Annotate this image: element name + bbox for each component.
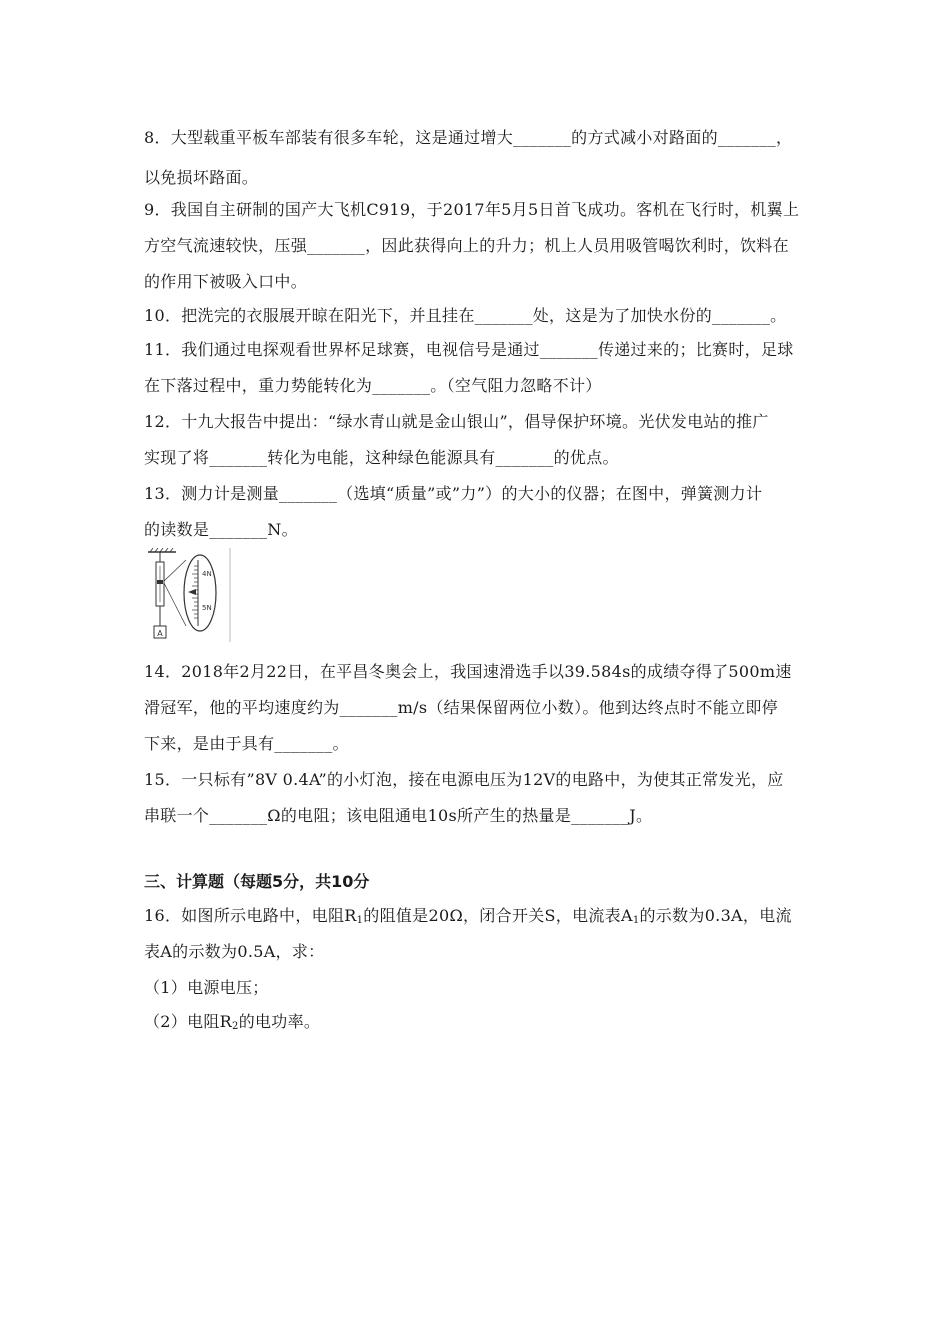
q16-part-2-b: 的电功率。 <box>238 1012 321 1031</box>
spring-scale-figure <box>146 548 236 642</box>
q16-line-1-c: 的示数为0.3A，电流 <box>639 906 792 925</box>
scale-pointer <box>157 580 163 584</box>
q16-line-1-a: 16．如图所示电路中，电阻R <box>144 906 357 925</box>
label-5n: 5N <box>202 604 212 612</box>
weight-box-label: A <box>157 629 163 638</box>
a1-subscript: 1 <box>632 915 640 926</box>
q14-line-1: 14．2018年2月22日，在平昌冬奥会上，我国速滑选手以39.584s的成绩夺得了500m速 <box>144 662 792 681</box>
q16-line-1 <box>144 906 792 931</box>
magnifier-oval <box>184 555 216 631</box>
q13-line-1: 13．测力计是测量_______（选填“质量”或”力”）的大小的仪器；在图中，弹簧测力计 <box>144 484 763 503</box>
q11-line-1: 11．我们通过电探观看世界杯足球赛，电视信号是通过_______传递过来的；比赛时，足球 <box>144 340 794 359</box>
q15-line-1: 15．一只标有”8V 0.4A”的小灯泡，接在电源电压为12V的电路中，为使其正常发光，应 <box>144 770 784 789</box>
q12-line-1: 12．十九大报告中提出：“绿水青山就是金山银山”，倡导保护环境。光伏发电站的推广 <box>144 412 769 431</box>
zoom-line-bottom <box>164 583 186 626</box>
section-3-title: 三、计算题（每题5分，共10分 <box>144 872 370 891</box>
q9-line-1: 9．我国自主研制的国产大飞机C919，于2017年5月5日首飞成功。客机在飞行时，机翼上 <box>144 200 800 219</box>
q15-line-2: 串联一个_______Ω的电阻；该电阻通电10s所产生的热量是_______J。 <box>144 806 653 825</box>
q16-part-2-a: （2）电阻R <box>144 1012 233 1031</box>
q10-line-1: 10．把洗完的衣服展开晾在阳光下，并且挂在_______处，这是为了加快水份的_______。 <box>144 306 787 325</box>
q8-line-1: 8．大型载重平板车部装有很多车轮，这是通过增大_______的方式减小对路面的_______， <box>144 128 793 147</box>
zoom-line-top <box>164 560 186 581</box>
q16-part-2 <box>144 1012 320 1037</box>
q8-line-2: 以免损坏路面。 <box>144 168 259 187</box>
q16-line-1-b: 的阻值是20Ω，闭合开关S，电流表A <box>363 906 633 925</box>
q9-line-2: 方空气流速较快，压强_______，因此获得向上的升力；机上人员用吸管喝饮利时，饮料在 <box>144 236 789 255</box>
q11-line-2: 在下落过程中，重力势能转化为_______。（空气阻力忽略不计） <box>144 376 602 395</box>
q13-line-2: 的读数是_______N。 <box>144 520 298 539</box>
r2-subscript: 2 <box>232 1021 239 1032</box>
label-4n: 4N <box>202 570 212 578</box>
q9-line-3: 的作用下被吸入口中。 <box>144 272 308 291</box>
q16-line-2: 表A的示数为0.5A，求： <box>144 942 325 961</box>
r1-subscript: 1 <box>356 915 364 926</box>
q12-line-2: 实现了将_______转化为电能，这种绿色能源具有_______的优点。 <box>144 448 619 467</box>
q14-line-2: 滑冠军，他的平均速度约为_______m/s（结果保留两位小数）。他到达终点时不能立即停 <box>144 698 778 717</box>
q16-part-1: （1）电源电压； <box>144 978 269 997</box>
q14-line-3: 下来，是由于具有_______。 <box>144 734 349 753</box>
